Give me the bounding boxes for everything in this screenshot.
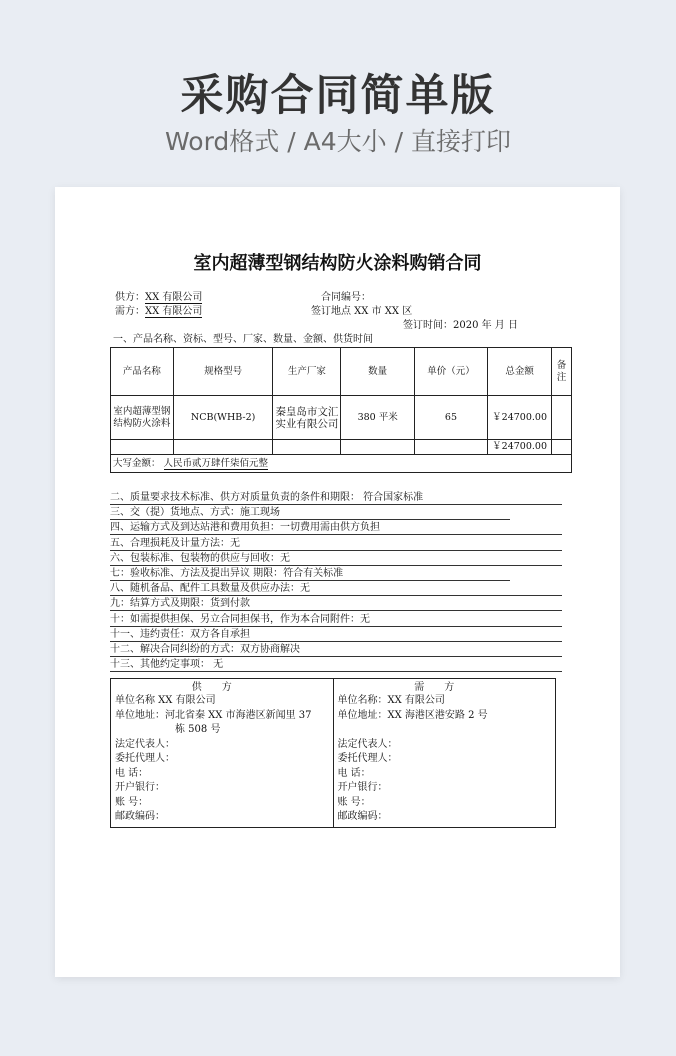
term-item: 十：如需提供担保、另立合同担保书，作为本合同附件：无 bbox=[110, 614, 562, 627]
sign-place: 签订地点 XX 市 XX 区 bbox=[311, 306, 413, 317]
supplier-detail: 账 号： bbox=[115, 796, 149, 808]
buyer-detail: 账 号： bbox=[337, 796, 371, 808]
amount-words-row bbox=[111, 455, 572, 473]
sum-empty-4 bbox=[341, 440, 414, 455]
contract-terms bbox=[110, 492, 580, 674]
section-one-heading: 一、产品名称、资标、型号、厂家、数量、金额、供货时间 bbox=[113, 334, 373, 345]
contract-number: 合同编号： bbox=[321, 292, 371, 303]
cell-spec: NCB(WHB-2) bbox=[173, 396, 273, 440]
supplier-detail: 法定代表人： bbox=[115, 738, 175, 750]
header-total: 总金额 bbox=[488, 348, 552, 396]
table-header-row bbox=[111, 348, 572, 396]
banner-subtitle: Word格式 / A4大小 / 直接打印 bbox=[165, 127, 511, 156]
buyer-detail: 单位名称：XX 有限公司 bbox=[337, 695, 445, 706]
buyer-detail: 开户银行： bbox=[337, 782, 388, 793]
buyer-detail: 邮政编码： bbox=[337, 811, 388, 822]
supplier-detail: 电 话： bbox=[115, 767, 149, 779]
term-item: 十二、解决合同纠纷的方式：双方协商解决 bbox=[110, 644, 562, 657]
term-item: 九：结算方式及期限：货到付款 bbox=[110, 598, 562, 611]
term-item: 二、质量要求技术标准、供方对质量负责的条件和期限： 符合国家标准 bbox=[110, 492, 562, 505]
buyer-detail: 委托代理人： bbox=[337, 753, 398, 764]
amount-label: 大写金额： bbox=[113, 457, 161, 469]
buyer-label: 需方： bbox=[115, 306, 145, 317]
cell-unit-price: 65 bbox=[414, 396, 487, 440]
term-item: 十三、其他约定事项： 无 bbox=[110, 659, 562, 672]
supplier-name: XX 有限公司 bbox=[145, 292, 203, 303]
contract-page bbox=[55, 187, 620, 977]
amount-words: 人民币贰万肆仟柒佰元整 bbox=[163, 457, 269, 469]
cell-note bbox=[552, 396, 572, 440]
supplier-detail: 单位名称 XX 有限公司 bbox=[115, 695, 216, 706]
header-quantity: 数量 bbox=[341, 348, 414, 396]
product-table bbox=[110, 347, 572, 473]
supplier-detail: 邮政编码： bbox=[115, 811, 165, 822]
supplier-detail: 单位地址：河北省秦 XX 市海港区新闻里 37 bbox=[115, 709, 312, 721]
sum-empty-2 bbox=[173, 440, 273, 455]
supplier-heading: 供方 bbox=[191, 682, 252, 693]
table-sum-row bbox=[111, 440, 572, 455]
party-info-table bbox=[110, 678, 556, 828]
sign-time: 签订时间：2020 年 月 日 bbox=[403, 320, 518, 331]
header-note: 备注 bbox=[552, 348, 572, 396]
term-item: 四、运输方式及到达站港和费用负担：一切费用需由供方负担 bbox=[110, 522, 562, 535]
cell-maker: 秦皇岛市文汇实业有限公司 bbox=[273, 396, 341, 440]
header-product-name: 产品名称 bbox=[111, 348, 174, 396]
sum-empty-6 bbox=[552, 440, 572, 455]
header-maker: 生产厂家 bbox=[273, 348, 341, 396]
buyer-name: XX 有限公司 bbox=[145, 306, 203, 317]
sum-total: ￥24700.00 bbox=[488, 440, 552, 455]
term-item: 七：验收标准、方法及提出异议 期限：符合有关标准 bbox=[110, 568, 510, 581]
buyer-info bbox=[333, 679, 556, 828]
supplier-line bbox=[115, 292, 202, 304]
cell-product-name: 室内超薄型钢结构防火涂料 bbox=[111, 396, 174, 440]
sum-empty-3 bbox=[273, 440, 341, 455]
table-row bbox=[111, 396, 572, 440]
supplier-info bbox=[111, 679, 334, 828]
sum-empty-1 bbox=[111, 440, 174, 455]
term-item: 六、包装标准、包装物的供应与回收：无 bbox=[110, 553, 562, 566]
buyer-detail: 单位地址：XX 海港区港安路 2 号 bbox=[337, 709, 488, 721]
supplier-detail: 委托代理人： bbox=[115, 753, 175, 764]
buyer-detail: 法定代表人： bbox=[337, 738, 398, 750]
sum-empty-5 bbox=[414, 440, 487, 455]
supplier-detail: 栋 508 号 bbox=[175, 724, 221, 735]
banner-title: 采购合同简单版 bbox=[180, 71, 496, 121]
buyer-detail bbox=[338, 723, 552, 738]
header-spec: 规格型号 bbox=[173, 348, 273, 396]
header-unit-price: 单价（元） bbox=[414, 348, 487, 396]
supplier-detail: 开户银行： bbox=[115, 782, 165, 793]
buyer-heading: 需方 bbox=[414, 682, 475, 693]
term-item: 十一、违约责任：双方各自承担 bbox=[110, 629, 562, 642]
cell-total: ￥24700.00 bbox=[488, 396, 552, 440]
term-item: 五、合理损耗及计量方法：无 bbox=[110, 538, 562, 551]
buyer-line bbox=[115, 306, 202, 318]
buyer-detail: 电 话： bbox=[337, 767, 371, 779]
contract-title: 室内超薄型钢结构防火涂料购销合同 bbox=[193, 253, 482, 274]
term-item: 三、交（提）货地点、方式：施工现场 bbox=[110, 507, 510, 520]
supplier-label: 供方： bbox=[115, 292, 145, 303]
term-item: 八、随机备品、配件工具数量及供应办法：无 bbox=[110, 583, 562, 596]
cell-quantity: 380 平米 bbox=[341, 396, 414, 440]
